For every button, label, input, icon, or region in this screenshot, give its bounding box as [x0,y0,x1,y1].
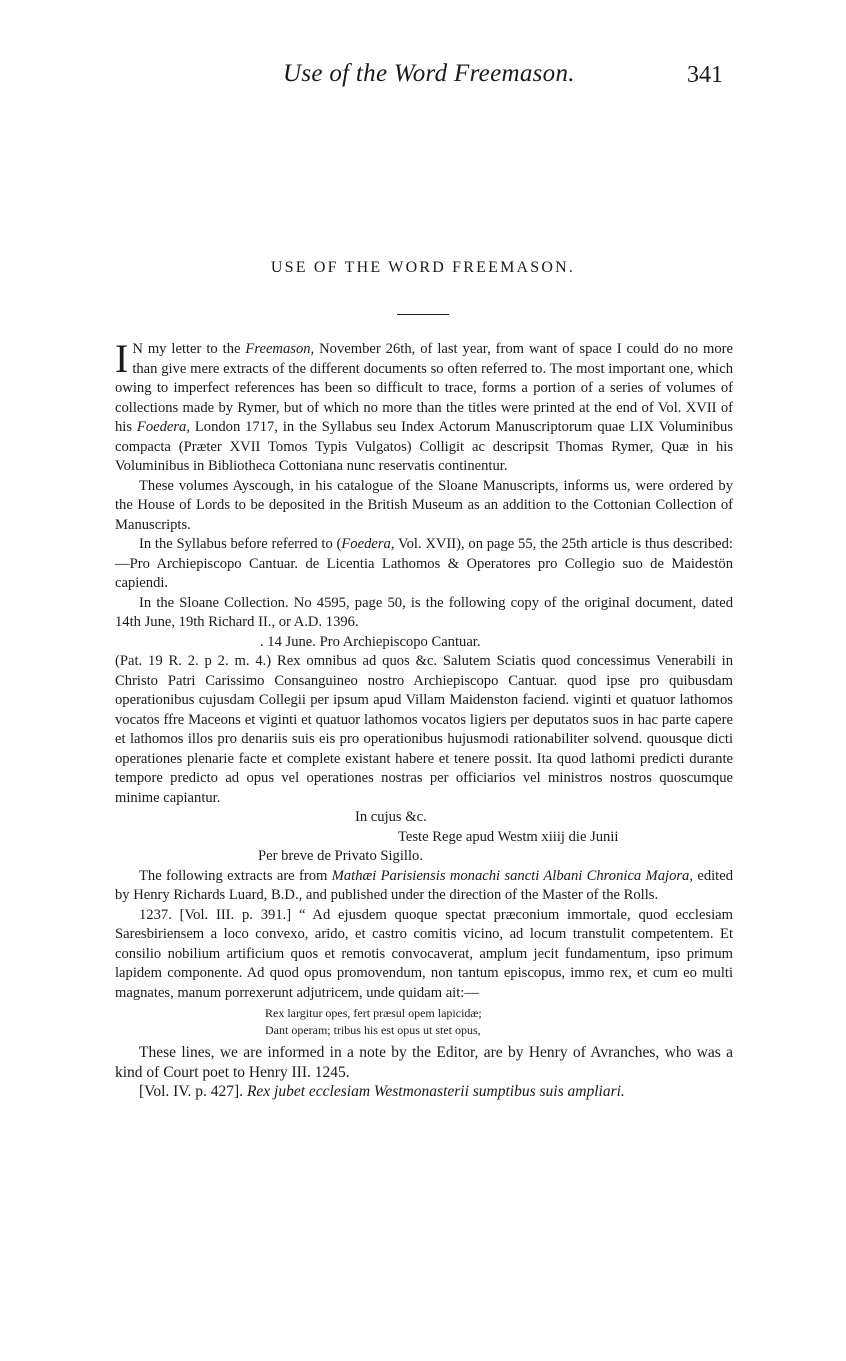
italic-text: Foedera, [136,419,190,435]
paragraph-text: The following extracts are from [139,867,332,884]
document-text: (Pat. 19 R. 2. p 2. m. 4.) Rex omnibus ad quos &c. Salutem Sciatis quod concessimus Venerabili in Christo Patri Carissimo Consanguineo nostro Archiepiscopo Cantuar. quod ipse pro quibusdam operationibus cujusdam Collegii per ipsum apud Villam Maidenston faciend. viginti et quatuor lathomos vocatos ffre Maceons et viginti et quatuor lathomos vocatos ligiers per deputatos suos in hac parte capere et lathomos illos pro denariis suis eis pro operationibus hujusmodi rationabiliter solvend. quousque dicti operationes plenarie facte et complete existant habere et tenere possit. Ita quod lathomi predicti durante tempore predicto ad opus vel operationes nostras per officiarios vel ministros nostros quoscumque minime capiantur. [115,653,733,806]
article-body [115,336,734,1102]
verse-line: Rex largitur opes, fert præsul opem lapicidæ; [265,1006,482,1020]
teste-line: Teste Rege apud Westm xiiij die Junii [398,828,619,845]
title-rule [397,314,449,315]
paragraph-1237: 1237. [Vol. III. p. 391.] “ Ad ejusdem quoque spectat præconium immortale, quod ecclesiam Saresbiriensem a loco convexo, arido, et castro comitis vicino, ad locum transtulit competentem. Et consilio nobilium artificium quos et remotis convocaverat, amplum jecit fundamentum, ipso primum lapidem componente. Ad quod opus promovendum, non tantum episcopus, immo rex, et cum eo multi magnates, manum porrexerunt adjutricem, unde quidam ait:— [115,906,733,1001]
paragraph-text: edited by Henry Richards Luard, B.D., and published under the direction of the Master of the Rolls. [115,867,733,903]
in-cujus-line: In cujus &c. [355,809,427,825]
running-header [0,60,846,100]
paragraph-syllabus [115,535,733,594]
page-number: 341 [687,62,723,88]
paragraph-text: [Vol. IV. p. 427]. [139,1083,247,1100]
paragraph-text: In the Syllabus before referred to ( [139,536,342,552]
breve-line: Per breve de Privato Sigillo. [258,848,423,864]
paragraph-text: Vol. XVII), on page 55, the 25th article is thus described:—Pro Archiepiscopo Cantuar. de Licentia Lathomos & Operatores pro Collegio suo de Maidestön capiendi. [115,536,733,591]
paragraph-intro [115,336,734,477]
drop-cap: I [115,336,129,381]
running-title: Use of the Word Freemason. [283,60,575,87]
paragraph-text: N my letter to the [132,341,246,357]
italic-text: Mathæi Parisiensis monachi sancti Albani Chronica Majora, [331,867,693,884]
article-title: USE OF THE WORD FREEMASON. [270,259,576,276]
italic-text: Foedera, [341,536,395,552]
verse-line: Dant operam; tribus his est opus ut stet opus, [265,1023,481,1037]
paragraph-sloane: In the Sloane Collection. No 4595, page 50, is the following copy of the original document, dated 14th June, 19th Richard II., or A.D. 1396. [115,594,733,630]
paragraph-extracts [115,867,733,906]
paragraph-vol-iv [115,1082,733,1102]
italic-text: Rex jubet ecclesiam Westmonasterii sumptibus suis ampliari. [246,1083,625,1100]
italic-text: Freemason, [245,341,315,357]
paragraph-avranches: These lines, we are informed in a note by the Editor, are by Henry of Avranches, who was a kind of Court poet to Henry III. 1245. [115,1044,733,1081]
paragraph-ayscough: These volumes Ayscough, in his catalogue of the Sloane Manuscripts, informs us, were ordered by the House of Lords to be deposited in the British Museum as an addition to the Cottonian Collection of Manuscripts. [115,477,733,533]
document-heading: . 14 June. Pro Archiepiscopo Cantuar. [260,633,481,650]
paragraph-text: November 26th, of last year, from want of space I could do no more than give mere extracts of the different documents so often referred to. The most important one, which owing to imperfect references has been so difficult to trace, forms a portion of a series of volumes of collections made by Rymer, but of which no more than the titles were printed at the end of Vol. XVII of his [115,341,734,435]
paragraph-text: London 1717, in the Syllabus seu Index Actorum Manuscriptorum quae LIX Voluminibus compacta (Præter XVII Tomos Typis Vulgatos) Colligit ac descripsit Thomas Rymer, Quæ in his Voluminibus in Bibliotheca Cottoniana nunc reservatis continentur. [115,419,733,474]
verse-block [115,1005,733,1039]
